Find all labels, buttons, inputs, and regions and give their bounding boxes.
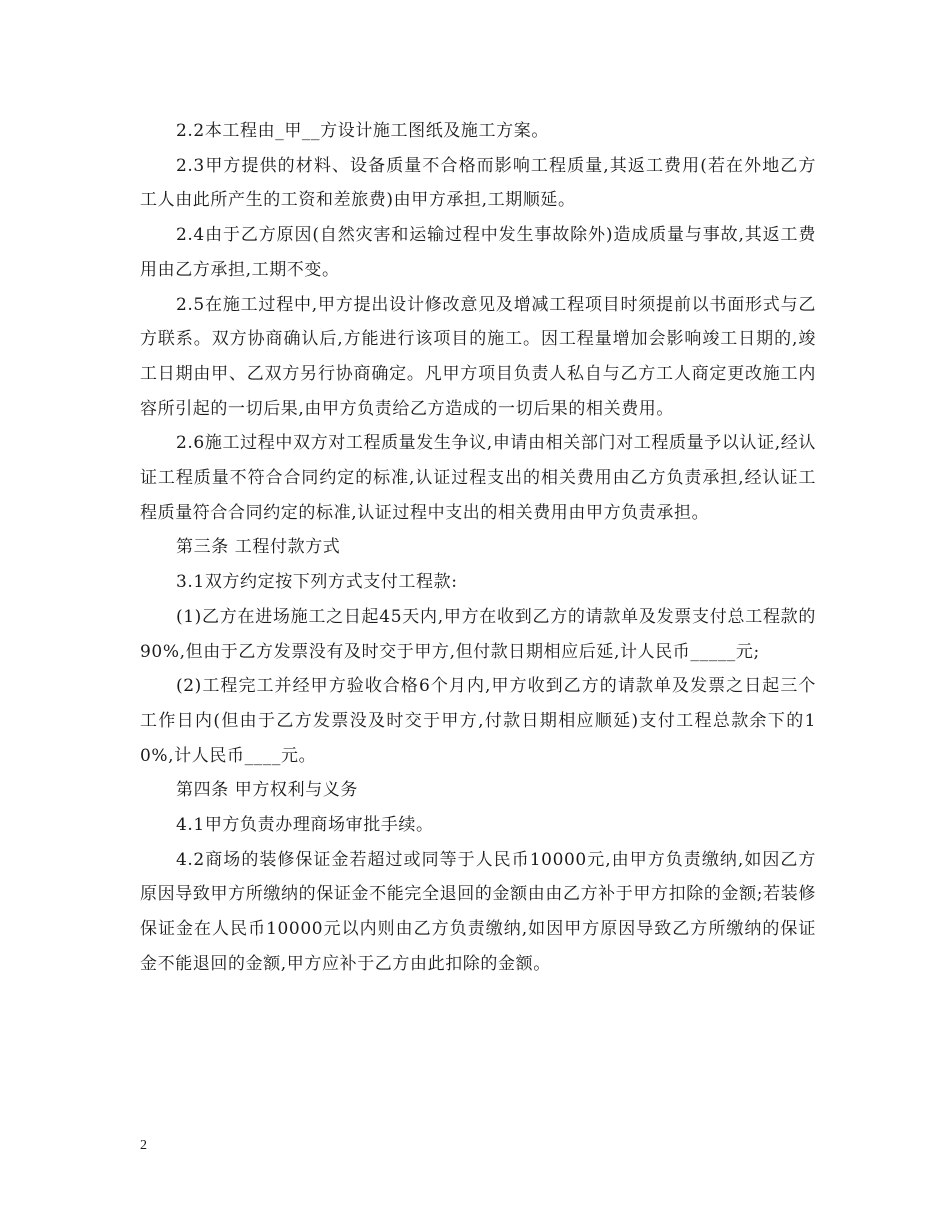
paragraph-3-1: 3.1双方约定按下列方式支付工程款:	[176, 572, 458, 593]
document-body	[140, 114, 816, 982]
page-number: 2	[140, 1138, 147, 1153]
paragraph-3-1-item-2: (2)工程完工并经甲方验收合格6个月内,甲方收到乙方的请款单及发票之日起三个工作日内(但由于乙方发票没及时交于甲方,付款日期相应顺延)支付工程总款余下的10%,计人民币____元。	[140, 676, 816, 766]
section-heading-article-4: 第四条 甲方权利与义务	[176, 780, 359, 801]
paragraph-4-2: 4.2商场的装修保证金若超过或同等于人民币10000元,由甲方负责缴纳,如因乙方原因导致甲方所缴纳的保证金不能完全退回的金额由由乙方补于甲方扣除的金额;若装修保证金在人民币10000元以内则由乙方负责缴纳,如因甲方原因导致乙方所缴纳的保证金不能退回的金额,甲方应补于乙方由此扣除的金额。	[140, 849, 816, 974]
paragraph-4-1: 4.1甲方负责办理商场审批手续。	[176, 815, 434, 836]
section-heading-article-3: 第三条 工程付款方式	[176, 537, 341, 558]
paragraph-2-2: 2.2本工程由_甲__方设计施工图纸及施工方案。	[176, 121, 549, 141]
paragraph-2-3: 2.3甲方提供的材料、设备质量不合格而影响工程质量,其返工费用(若在外地乙方工人由此所产生的工资和差旅费)由甲方承担,工期顺延。	[140, 155, 816, 211]
paragraph-2-4: 2.4由于乙方原因(自然灾害和运输过程中发生事故除外)造成质量与事故,其返工费用由乙方承担,工期不变。	[140, 225, 816, 280]
paragraph-2-6: 2.6施工过程中双方对工程质量发生争议,申请由相关部门对工程质量予以认证,经认证工程质量不符合合同约定的标准,认证过程支出的相关费用由乙方负责承担,经认证工程质量符合合同约定的标准,认证过程中支出的相关费用由甲方负责承担。	[140, 433, 816, 523]
paragraph-3-1-item-1: (1)乙方在进场施工之日起45天内,甲方在收到乙方的请款单及发票支付总工程款的90%,但由于乙方发票没有及时交于甲方,但付款日期相应后延,计人民币_____元;	[140, 606, 816, 662]
paragraph-2-5: 2.5在施工过程中,甲方提出设计修改意见及增减工程项目时须提前以书面形式与乙方联系。双方协商确认后,方能进行该项目的施工。因工程量增加会影响竣工日期的,竣工日期由甲、乙双方另行协商确定。凡甲方项目负责人私自与乙方工人商定更改施工内容所引起的一切后果,由甲方负责给乙方造成的一切后果的相关费用。	[140, 294, 816, 419]
